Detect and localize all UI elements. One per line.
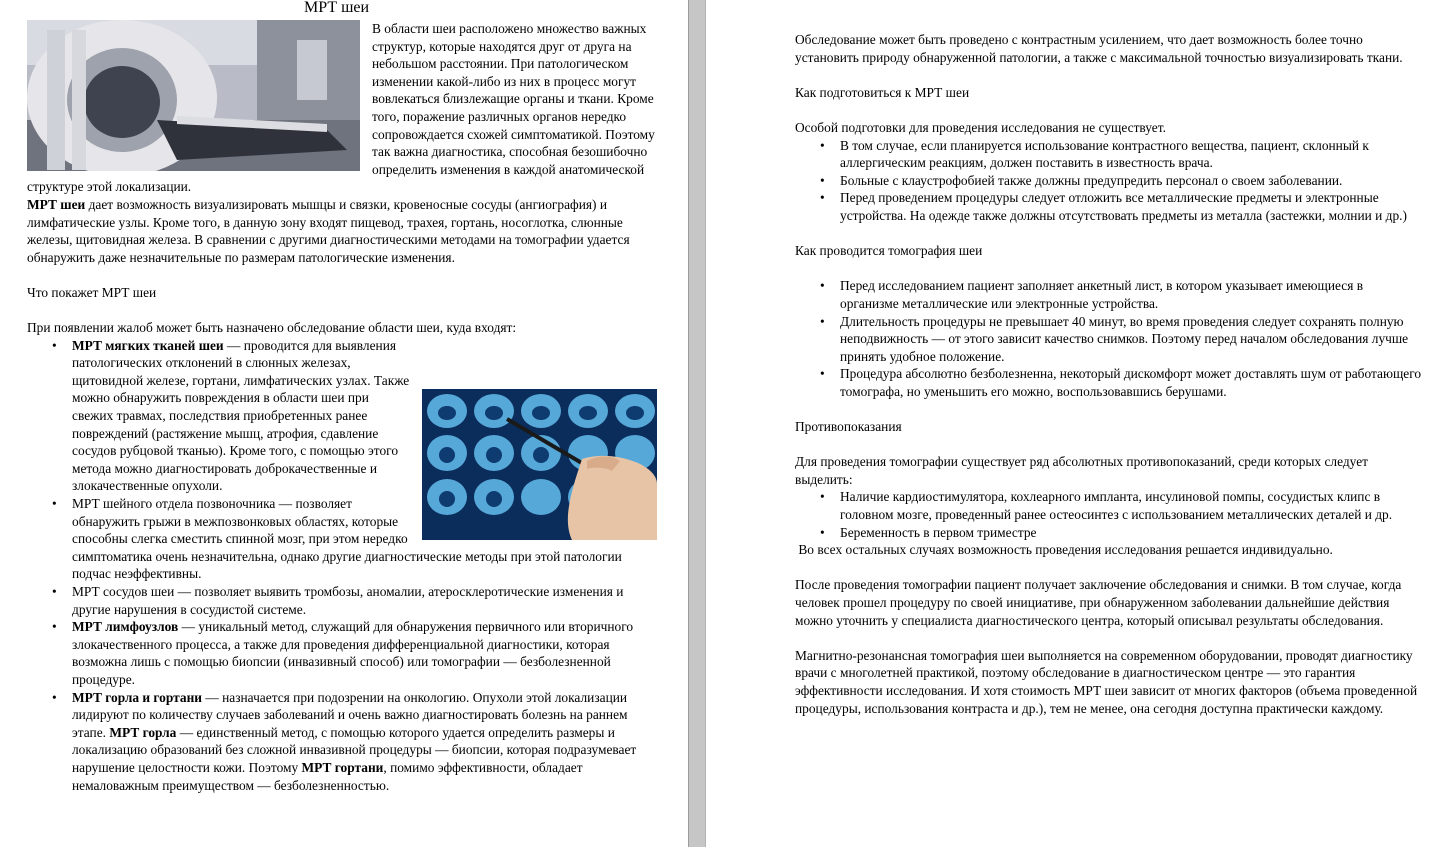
- list-item: • Наличие кардиостимулятора, кохлеарного импланта, инсулиновой помпы, сосудистых клипс в головном мозге, проведенный ранее остеосинтез с использованием металлических деталей и др.: [840, 488, 1425, 523]
- intro-bold-term: МРТ шеи: [27, 196, 86, 212]
- intro-paragraph-2-text: дает возможность визуализировать мышцы и связки, кровеносные сосуды (ангиография) и лимфатические узлы. Кроме того, в данную зону входят пищевод, трахея, гортань, носоглотка, слюнные железы, щитовидная железа. В сравнении с другими диагностическими методами на томографии удается обнаружить даже незначительные по размерам патологические изменения.: [27, 196, 630, 265]
- section-heading-how: Как проводится томография шеи: [795, 243, 983, 259]
- page-right-content: [795, 31, 1425, 717]
- document-page-right: [706, 0, 1434, 847]
- list-item: • Беременность в первом триместре: [840, 524, 1425, 542]
- page-left-content: [27, 0, 657, 794]
- section-heading-what: Что покажет МРТ шеи: [27, 284, 157, 300]
- other-cases-paragraph: Во всех остальных случаях возможность проведения исследования решается индивидуально.: [795, 542, 1333, 558]
- intro-paragraph-2: [27, 196, 657, 266]
- list-item-text: — уникальный метод, служащий для обнаружения первичного или вторичного злокачественного процесса, а также для проведения дифференциальной диагностики, которая возможна лишь с помощью биопсии (инвазивный способ) или томографии — безболезненной процедуре.: [72, 619, 634, 687]
- final-paragraph: Магнитно-резонансная томография шеи выполняется на современном оборудовании, проводят диагностику врачи с многолетней практикой, поэтому обследование в диагностическом центре — это гарантия эффективности исследования. И хотя стоимость МРТ шеи зависит от многих факторов (объема проведенной процедуры, использования контраста и др.), тем не менее, она сегодня доступна практически каждому.: [795, 647, 1418, 716]
- list-item: • Больные с клаустрофобией также должны предупредить персонал о своем заболевании.: [840, 172, 1425, 190]
- exam-lead: При появлении жалоб может быть назначено обследование области шеи, куда входят:: [27, 320, 517, 336]
- list-item-text: — проводится для выявления патологических отклонений в слюнных железах, щитовидной железе, гортани, лимфатических узлах. Также можно обнаружить повреждения в области шеи при свежих травмах, последствия приобретенных ранее повреждений (растяжение мышц, атрофия, сдавление сосудов рубцовой тканью). Кроме того, с помощью этого метода можно диагностировать доброкачественные и злокачественные опухоли.: [72, 337, 410, 494]
- list-item: [72, 583, 657, 618]
- list-item: [72, 495, 657, 583]
- list-item: • Перед исследованием пациент заполняет анкетный лист, в котором указывает имеющиеся в организме металлические или электронные устройства.: [840, 277, 1425, 312]
- exam-list: [27, 337, 657, 794]
- list-item-text: МРТ шейного отдела позвоночника — позволяет обнаружить грыжи в межпозвонковых областях, которые способны слегка сместить спинной мозг, при этом нередко симптоматика очень незначительна, однако другие диагностические методы при этой патологии подчас неэффективны.: [72, 496, 622, 582]
- document-page-left: [0, 0, 688, 847]
- contraindications-list: [795, 488, 1425, 541]
- prepare-lead: Особой подготовки для проведения исследования не существует.: [795, 119, 1166, 135]
- mri-scanner-image: [27, 20, 360, 171]
- procedure-list: [795, 277, 1425, 400]
- list-item: • Процедура абсолютно безболезненна, некоторый дискомфорт может доставлять шум от работающего томографа, но уменьшить его можно, воспользовавшись берушами.: [840, 365, 1425, 400]
- list-item-text: — единственный метод, с помощью которого удается определить размеры и локализацию образований без сложной инвазивной процедуры — биопсии, которая подразумевает нарушение целостности кожи. Поэтому: [72, 724, 637, 775]
- section-heading-prepare: Как подготовиться к МРТ шеи: [795, 84, 970, 100]
- prepare-list: [795, 137, 1425, 225]
- intro-paragraph: В области шеи расположено множество важных структур, которые находятся друг от друга на небольшом расстоянии. При патологическом изменении какой-либо из них в процесс могут вовлекаться близлежащие органы и ткани. Кроме того, поражение различных органов нередко сопровождается схожей симптоматикой. Поэтому так важна диагностика, способная безошибочно определить изменения в каждой анатомической структуре этой локализации.: [27, 21, 655, 195]
- list-item: • Длительность процедуры не превышает 40 минут, во время проведения следует сохранять полную неподвижность — от этого зависит качество снимков. Поэтому перед началом обследования лучше принять удобное положение.: [840, 313, 1425, 366]
- contrast-paragraph: Обследование может быть проведено с контрастным усилением, что дает возможность более точно установить природу обнаруженной патологии, а также с максимальной точностью визуализировать ткани.: [795, 32, 1403, 65]
- list-item-text: МРТ сосудов шеи — позволяет выявить тромбозы, аномалии, атеросклеротические изменения и другие нарушения в сосудистой системе.: [72, 584, 624, 617]
- list-item-text: — назначается при подозрении на онкологию. Опухоли этой локализации лидируют по количеству случаев заболеваний и очень важно диагностировать болезнь на раннем этапе.: [72, 689, 628, 740]
- document-title: МРТ шеи: [304, 0, 370, 16]
- list-item-bold: МРТ горла: [109, 724, 177, 740]
- section-heading-contraindications: Противопоказания: [795, 419, 902, 435]
- contraindications-lead: Для проведения томографии существует ряд абсолютных противопоказаний, среди которых следует выделить:: [795, 454, 1368, 487]
- list-item: [72, 618, 657, 688]
- list-item-bold: МРТ гортани: [301, 759, 384, 775]
- list-item: [72, 337, 657, 495]
- list-item-bold: МРТ мягких тканей шеи: [72, 337, 224, 353]
- list-item-text: , помимо эффективности, обладает немаловажным преимуществом — безболезненностью.: [72, 759, 583, 793]
- list-item-bold: МРТ лимфоузлов: [72, 619, 179, 635]
- list-item: • Перед проведением процедуры следует отложить все металлические предметы и электронные устройства. На одежде также должны отсутствовать предметы из металла (застежки, молнии и др.): [840, 189, 1425, 224]
- list-item-bold: МРТ горла и гортани: [72, 689, 203, 705]
- list-item: [72, 689, 657, 795]
- page-gutter: [688, 0, 706, 847]
- list-item: • В том случае, если планируется использование контрастного вещества, пациент, склонный к аллергическим реакциям, должен поставить в известность врача.: [840, 137, 1425, 172]
- after-procedure-paragraph: После проведения томографии пациент получает заключение обследования и снимки. В том случае, когда человек прошел процедуру по своей инициативе, при обнаруженном заболевании дальнейшие действия можно уточнить у специалиста диагностического центра, который описывал результаты обследования.: [795, 577, 1402, 628]
